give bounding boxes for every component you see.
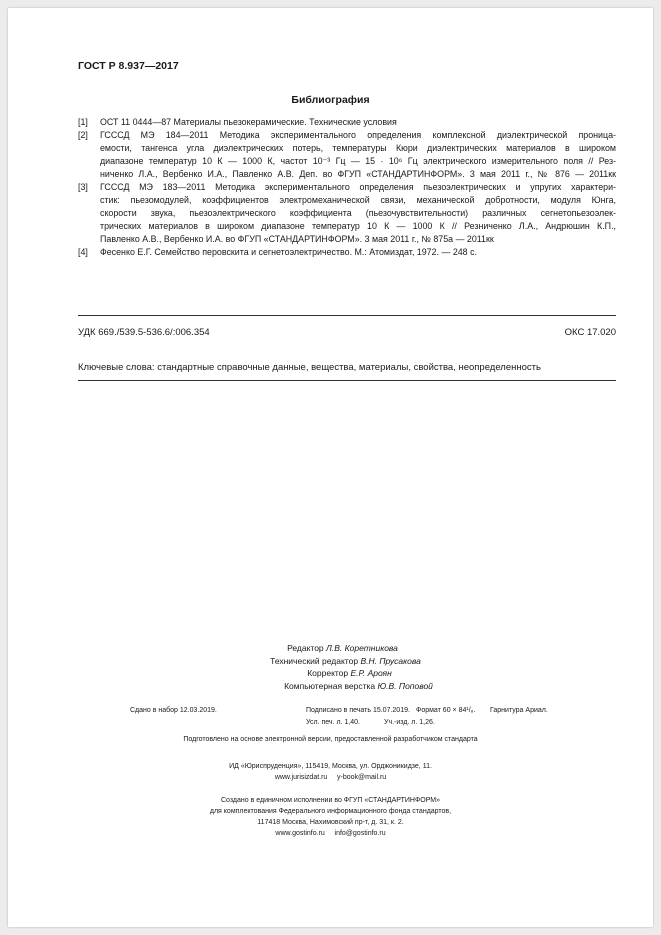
publisher-contacts: www.jurisizdat.ru y-book@mail.ru [274,774,387,781]
separator-top [78,315,616,316]
bibliography-item-text: ниченко Л.А., Вербенко И.А., Павленко А.В. Деп. во ФГУП «СТАНДАРТИНФОРМ». 3 мая 2011 г., № 876 — 2011кк [100,169,616,179]
bibliography-item [78,129,616,181]
print-sheets: Усл. печ. л. 1,40. [306,719,360,726]
bibliography-item [78,181,616,246]
print-format: Формат 60 × 84¹/₈. [416,707,476,714]
creator-address: 117418 Москва, Нахимовский пр-т, д. 31, к. 2. [257,819,404,826]
keywords: Ключевые слова: стандартные справочные данные, вещества, материалы, свойства, неопределенность [78,362,541,373]
bibliography-list [78,116,616,259]
bibliography-item-text: стик: пьезомодулей, коэффициентов электромеханической связи, механической добротности, модуля Юнга, [100,195,616,205]
credit-tech-editor: Технический редактор В.Н. Прусакова [270,655,421,666]
oks-code: ОКС 17.020 [564,327,616,338]
bibliography-item [78,116,616,129]
bibliography-item-number: [3] [78,182,88,192]
bibliography-title: Библиография [291,94,370,106]
udk-code: УДК 669./539.5-536.6/:006.354 [78,327,210,338]
publisher-block [0,761,661,783]
print-edition-sheets: Уч.-изд. л. 1,26. [384,719,435,726]
publisher-address: ИД «Юриспруденция», 115419, Москва, ул. Орджоникидзе, 11. [229,763,432,770]
creator-line-1: Создано в единичном исполнении во ФГУП «СТАНДАРТИНФОРМ» [220,797,441,804]
bibliography-item [78,246,616,259]
separator-bottom [78,380,616,381]
bibliography-item-number: [2] [78,130,88,140]
bibliography-item-text: Павленко А.В., Вербенко И.А. во ФГУП «СТАНДАРТИНФОРМ». 3 мая 2011 г., № 875а — 2011кк [100,234,494,244]
bibliography-item-text: ГСССД МЭ 183—2011 Методика экспериментального определения пьезоэлектрических и упругих характери- [100,182,616,192]
print-sent-date: Сдано в набор 12.03.2019. [130,707,217,714]
bibliography-item-text: ОСТ 11 0444—87 Материалы пьезокерамические. Технические условия [100,117,397,127]
creator-line-2: для комплектования Федерального информационного фонда стандартов, [209,808,452,815]
bibliography-item-number: [4] [78,247,88,257]
print-signed-date: Подписано в печать 15.07.2019. [306,707,410,714]
bibliography-item-text: скорости звука, пьезоэлектрического коэффициента (пьезочувствительности) различных сегнетопьезоэлек- [100,208,616,218]
standard-header: ГОСТ Р 8.937—2017 [78,60,179,72]
bibliography-item-text: Фесенко Е.Г. Семейство перовскита и сегнетоэлектричество. М.: Атомиздат, 1972. — 248 с. [100,247,477,257]
credit-layout: Компьютерная верстка Ю.В. Поповой [284,680,433,691]
bibliography-item-text: ГСССД МЭ 184—2011 Методика экспериментального определения комплексной диэлектрической проница- [100,130,616,140]
print-font: Гарнитура Ариал. [490,707,548,714]
prepared-note: Подготовлено на основе электронной версии, предоставленной разработчиком стандарта [183,736,478,743]
bibliography-item-text: трических материалов в широком диапазоне температур 10 К — 1000 К // Резниченко Л.А., Андрюшин К.П., [100,221,616,231]
credit-corrector: Корректор Е.Р. Ароян [307,668,392,678]
creator-block [0,795,661,839]
credit-editor: Редактор Л.В. Коретникова [287,643,398,653]
credits-block [0,642,661,692]
creator-contacts: www.gostinfo.ru info@gostinfo.ru [275,830,386,837]
bibliography-item-text: емости, тангенса угла диэлектрических потерь, температуры Кюри диэлектрических материалов в широком [100,143,616,153]
bibliography-item-text: диапазоне температур 10 К — 1000 К, частот 10⁻³ Гц — 15 · 10⁶ Гц электрического измерительного поля // Рез- [100,156,616,166]
bibliography-item-number: [1] [78,117,88,127]
